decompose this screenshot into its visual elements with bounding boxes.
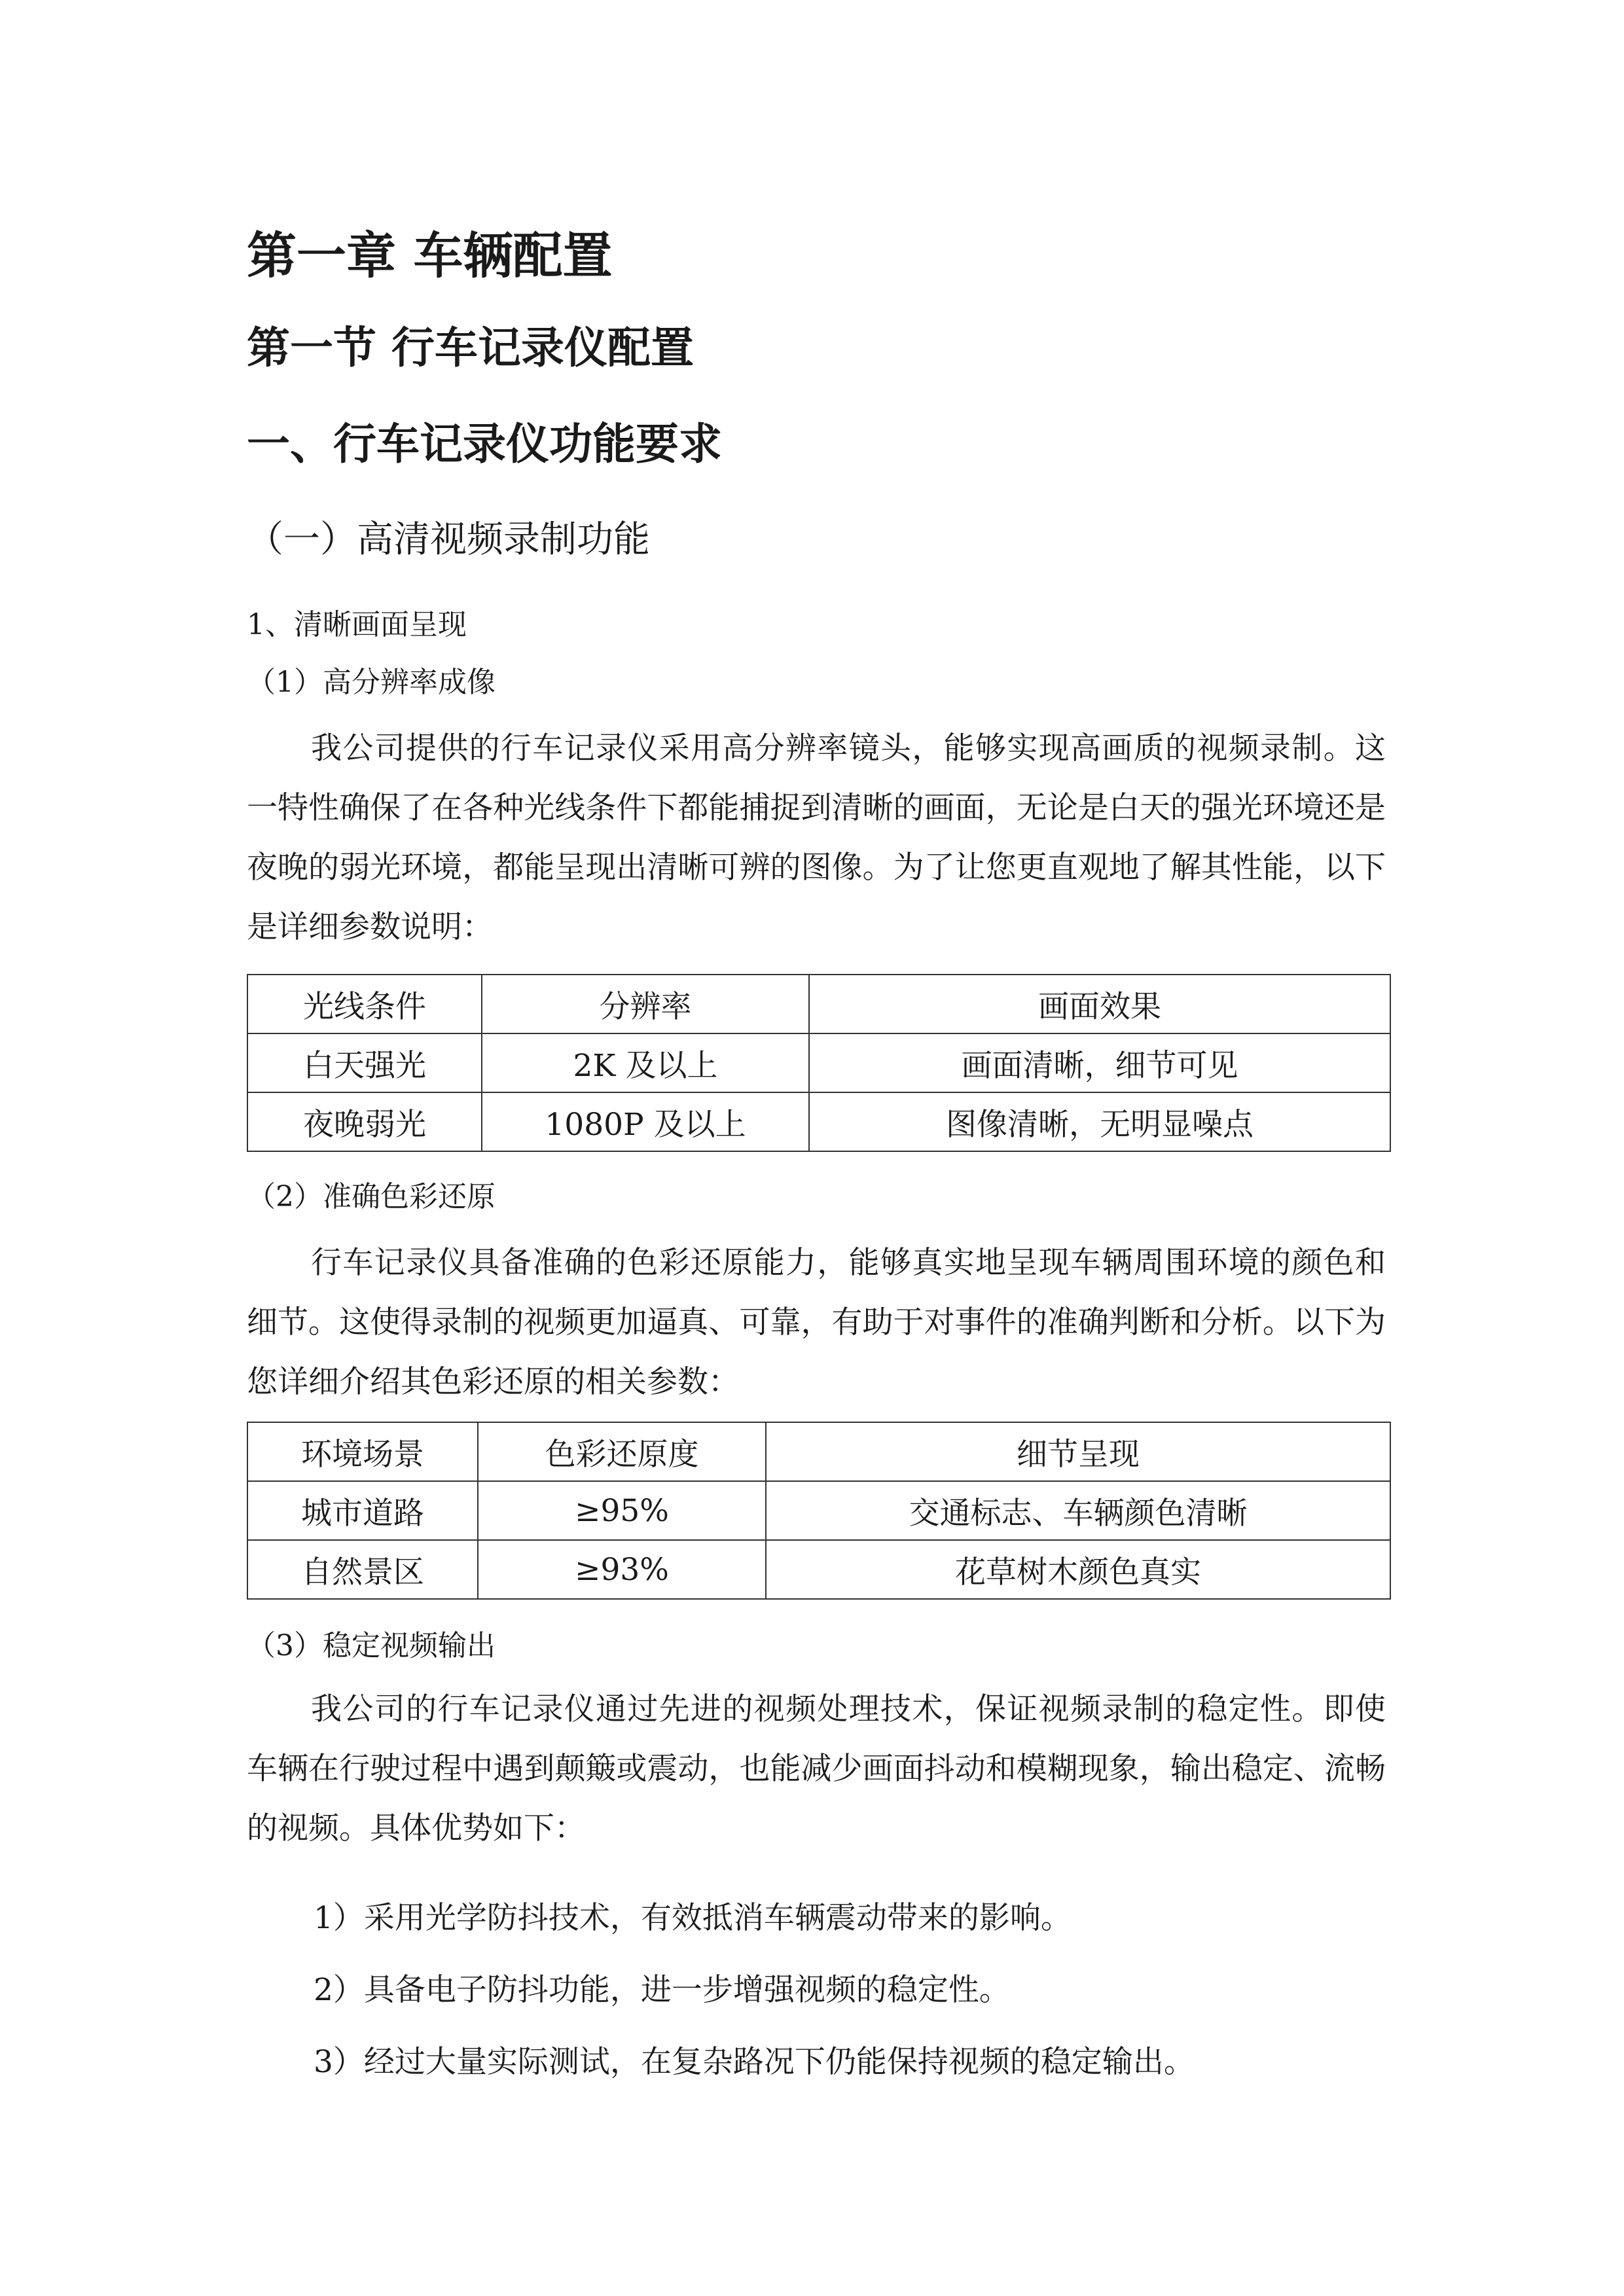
table-header-row <box>247 975 1390 1033</box>
table-header-row <box>247 1422 1390 1481</box>
table-cell: 花草树木颜色真实 <box>766 1540 1390 1599</box>
table-cell: 1080P 及以上 <box>482 1092 809 1151</box>
sub2-paragraph: 行车记录仪具备准确的色彩还原能力，能够真实地呈现车辆周围环境的颜色和细节。这使得录制的视频更加逼真、可靠，有助于对事件的准确判断和分析。以下为您详细介绍其色彩还原的相关参数： <box>247 1245 1386 1400</box>
table-header-cell: 分辨率 <box>482 975 809 1033</box>
table-cell: 画面清晰，细节可见 <box>809 1033 1390 1092</box>
subsection-heading: 一、行车记录仪功能要求 <box>247 419 722 469</box>
table-cell: 城市道路 <box>247 1481 478 1540</box>
table-cell: ≥95% <box>478 1481 766 1540</box>
table-row <box>247 1481 1390 1540</box>
sub2-title: （2）准确色彩还原 <box>247 1180 496 1213</box>
table-row <box>247 1033 1390 1092</box>
table-row <box>247 1092 1390 1151</box>
table-cell: 夜晚弱光 <box>247 1092 482 1151</box>
resolution-table <box>247 974 1391 1152</box>
sub3-paragraph: 我公司的行车记录仪通过先进的视频处理技术，保证视频录制的稳定性。即使车辆在行驶过程中遇到颠簸或震动，也能减少画面抖动和模糊现象，输出稳定、流畅的视频。具体优势如下： <box>247 1691 1386 1846</box>
section-heading: 第一节 行车记录仪配置 <box>247 323 694 373</box>
chapter-heading: 第一章 车辆配置 <box>247 226 613 285</box>
table-header-cell: 色彩还原度 <box>478 1422 766 1481</box>
table-header-cell: 环境场景 <box>247 1422 478 1481</box>
list-item: 1）采用光学防抖技术，有效抵消车辆震动带来的影响。 <box>314 1900 1072 1936</box>
table-header-cell: 细节呈现 <box>766 1422 1390 1481</box>
table-header-cell: 画面效果 <box>809 975 1390 1033</box>
table-header-cell: 光线条件 <box>247 975 482 1033</box>
list-item: 3）经过大量实际测试，在复杂路况下仍能保持视频的稳定输出。 <box>314 2044 1195 2080</box>
table-cell: 2K 及以上 <box>482 1033 809 1092</box>
part-heading: （一）高清视频录制功能 <box>247 518 650 561</box>
sub1-paragraph: 我公司提供的行车记录仪采用高分辨率镜头，能够实现高画质的视频录制。这一特性确保了在各种光线条件下都能捕捉到清晰的画面，无论是白天的强光环境还是夜晚的弱光环境，都能呈现出清晰可辨的图像。为了让您更直观地了解其性能，以下是详细参数说明： <box>247 730 1386 945</box>
sub1-title: （1）高分辨率成像 <box>247 666 496 699</box>
table-cell: 交通标志、车辆颜色清晰 <box>766 1481 1390 1540</box>
table-cell: 自然景区 <box>247 1540 478 1599</box>
table-cell: ≥93% <box>478 1540 766 1599</box>
list-item: 2）具备电子防抖功能，进一步增强视频的稳定性。 <box>314 1972 1010 2008</box>
sub3-title: （3）稳定视频输出 <box>247 1629 496 1662</box>
table-row <box>247 1540 1390 1599</box>
item-title: 1、清晰画面呈现 <box>247 608 467 641</box>
table-cell: 白天强光 <box>247 1033 482 1092</box>
color-table <box>247 1422 1391 1600</box>
table-cell: 图像清晰，无明显噪点 <box>809 1092 1390 1151</box>
